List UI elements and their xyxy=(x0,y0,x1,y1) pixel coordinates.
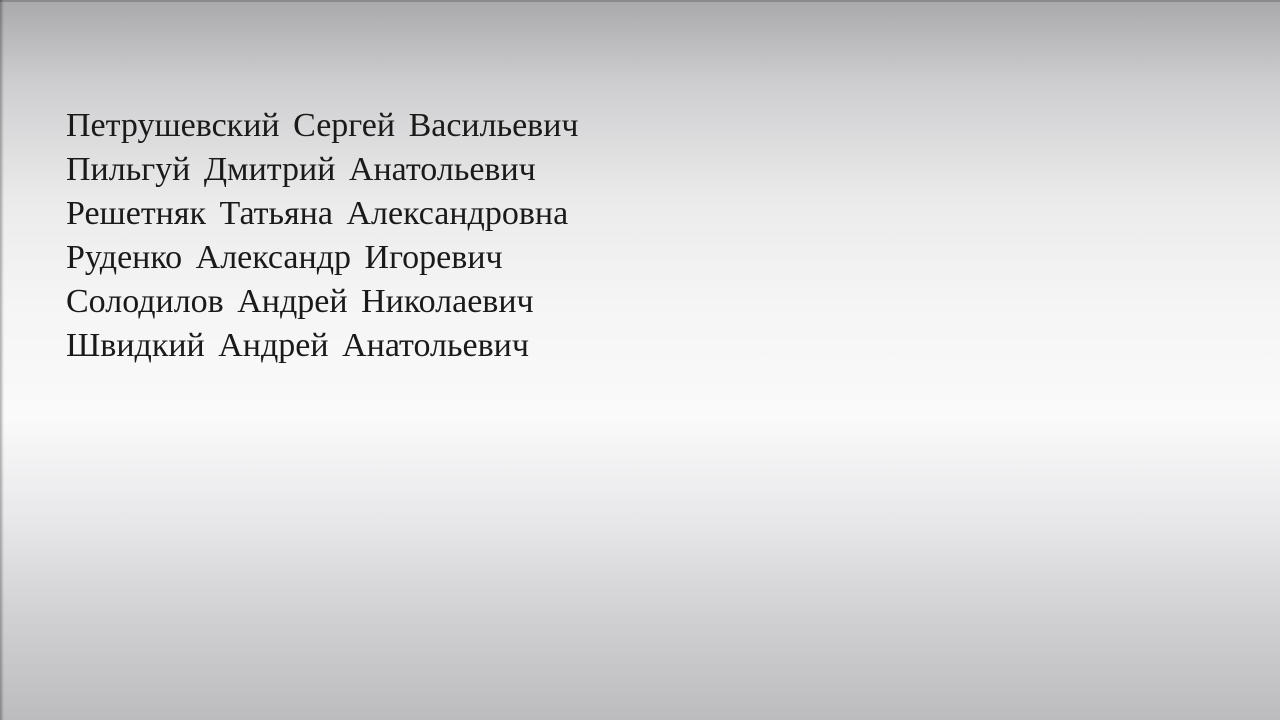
name-line: Решетняк Татьяна Александровна xyxy=(66,195,569,232)
name-line: Петрушевский Сергей Васильевич xyxy=(66,107,579,144)
name-line: Швидкий Андрей Анатольевич xyxy=(66,327,529,364)
name-line: Пильгуй Дмитрий Анатольевич xyxy=(66,151,536,188)
slide-left-edge xyxy=(0,0,4,720)
name-line: Солодилов Андрей Николаевич xyxy=(66,283,534,320)
name-line: Руденко Александр Игоревич xyxy=(66,239,503,276)
name-list xyxy=(66,104,966,368)
slide-top-edge xyxy=(0,0,1280,2)
